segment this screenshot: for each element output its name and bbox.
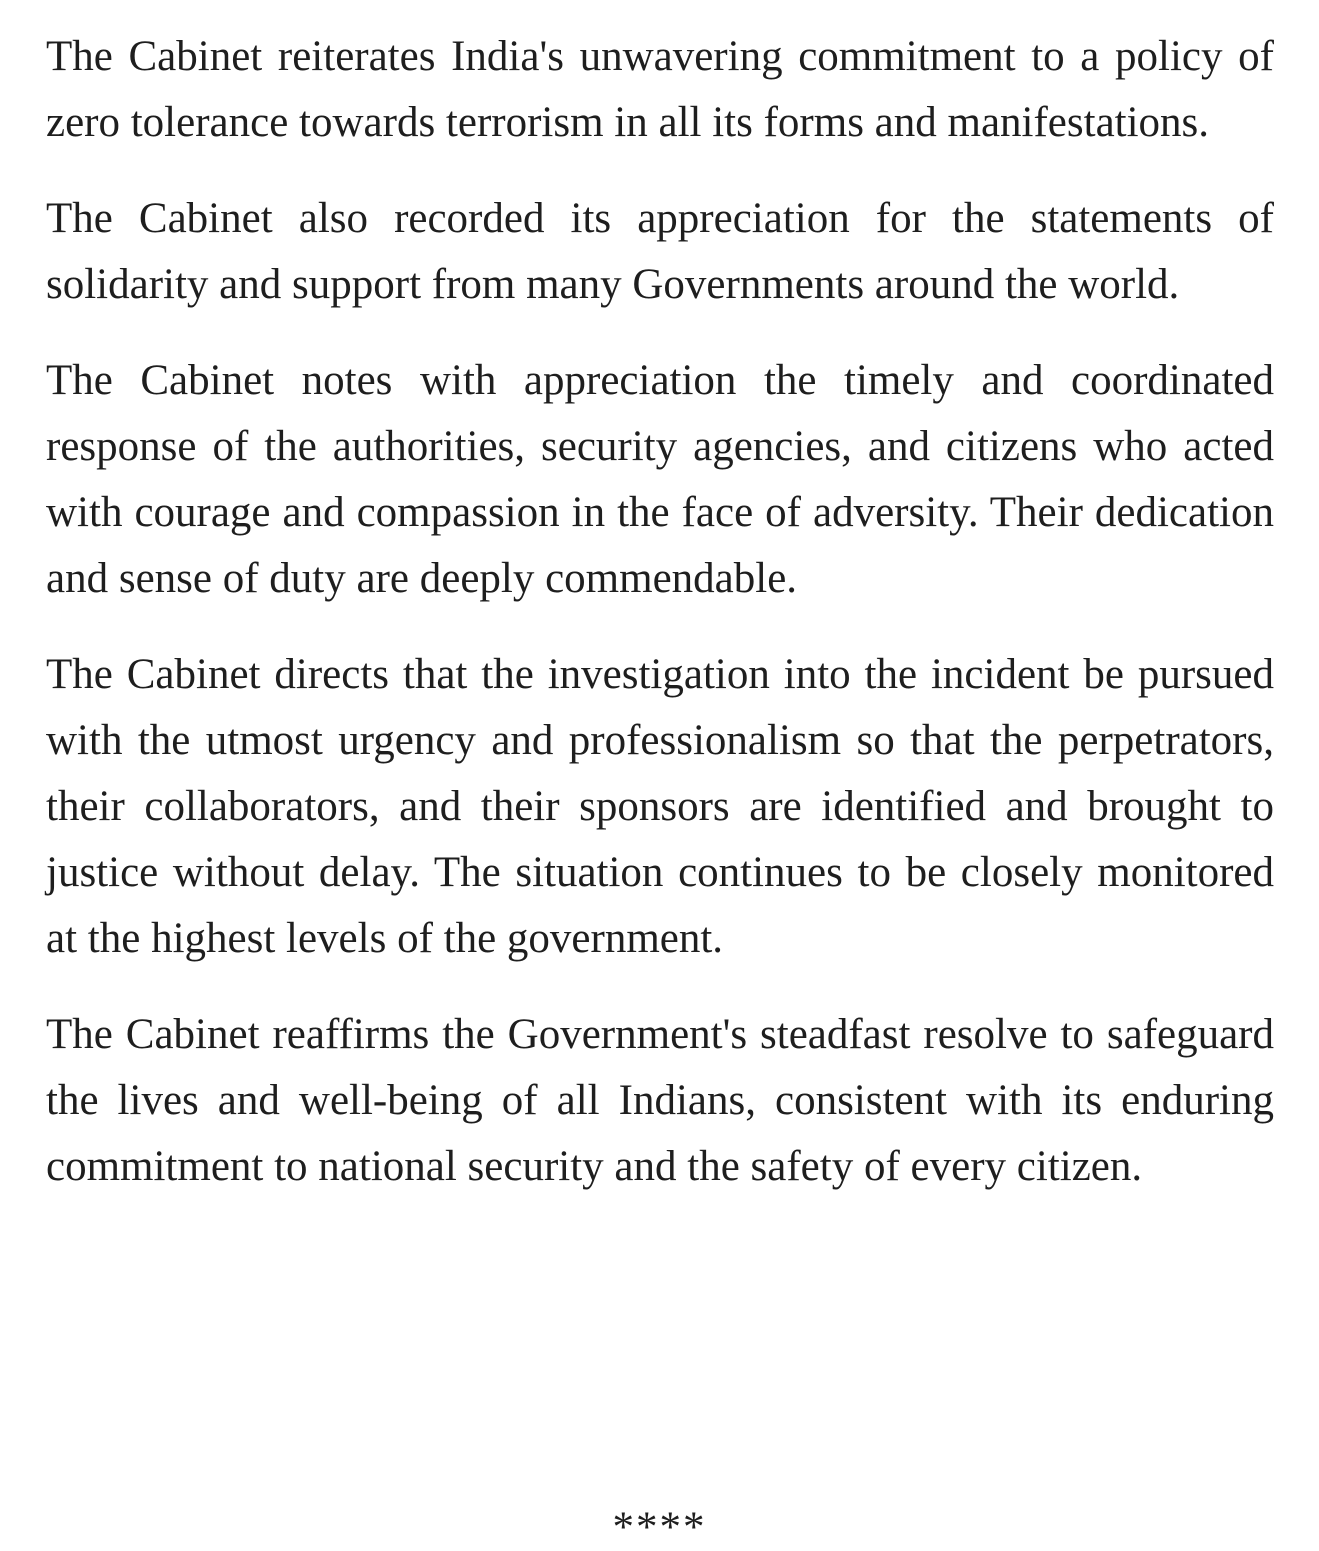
paragraph-reaffirmation: The Cabinet reaffirms the Government's steadfast resolve to safeguard the lives and well-being of all Indians, consistent with its enduring commitment to national security and the safety of every citizen.: [46, 1011, 1274, 1190]
document-body: [46, 24, 1274, 1230]
paragraph-response-authorities: The Cabinet notes with appreciation the timely and coordinated response of the authorities, security agencies, and citizens who acted with courage and compassion in the face of adversity. Their dedication and sense of duty are deeply commendable.: [46, 357, 1274, 602]
end-separator: ****: [612, 1504, 707, 1551]
paragraph-zero-tolerance: The Cabinet reiterates India's unwavering commitment to a policy of zero tolerance towards terrorism in all its forms and manifestations.: [46, 33, 1274, 146]
paragraph-investigation: The Cabinet directs that the investigation into the incident be pursued with the utmost urgency and professionalism so that the perpetrators, their collaborators, and their sponsors are identified and brought to justice without delay. The situation continues to be closely monitored at the highest levels of the government.: [46, 651, 1274, 962]
paragraph-appreciation-solidarity: The Cabinet also recorded its appreciation for the statements of solidarity and support from many Governments around the world.: [46, 195, 1274, 308]
